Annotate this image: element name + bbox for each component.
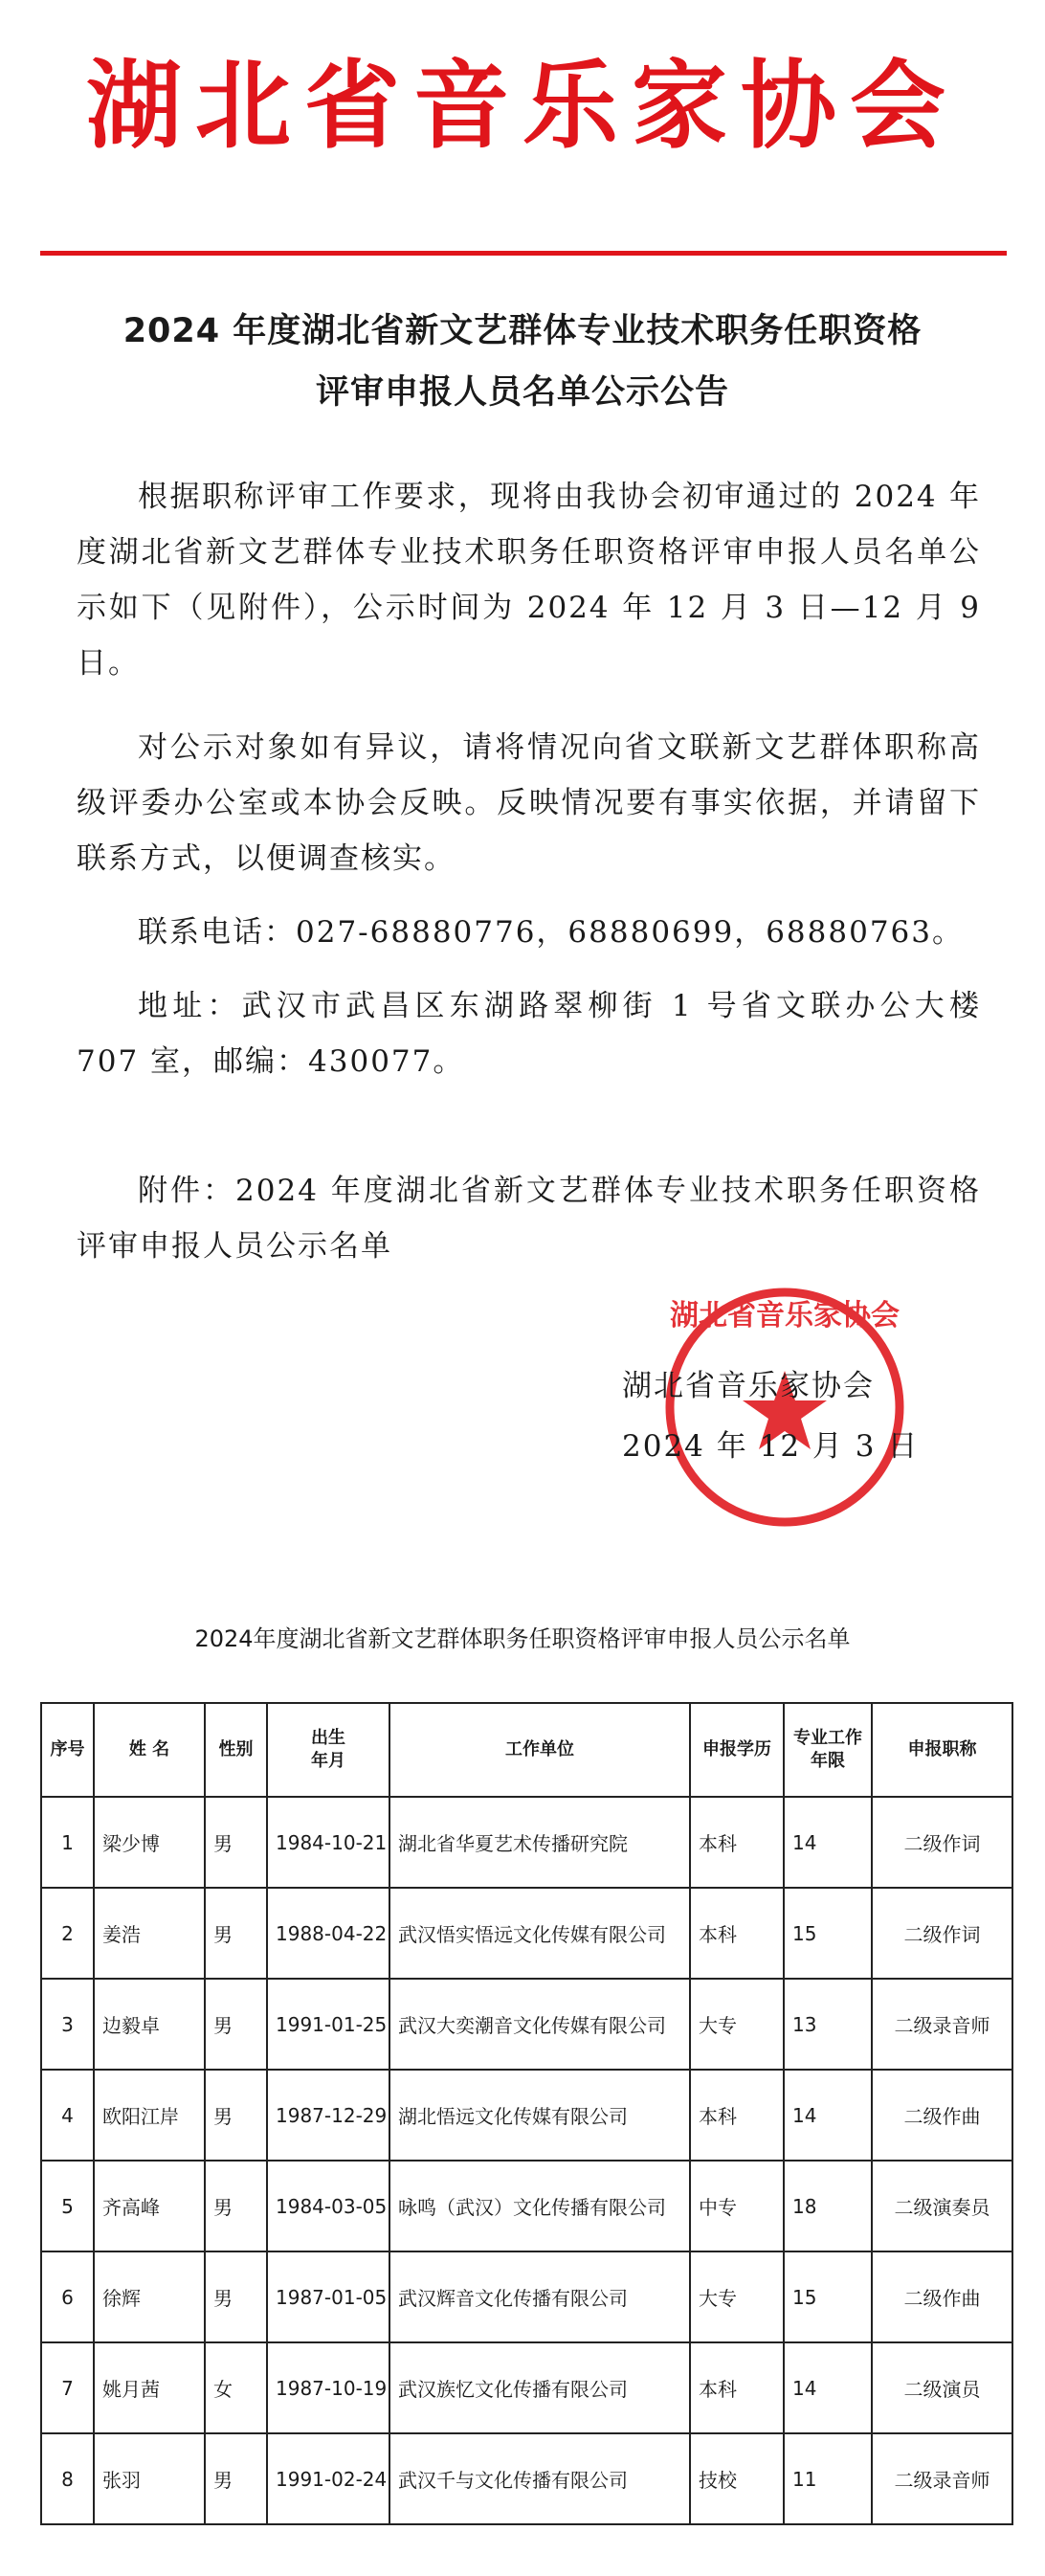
cell-employer: 武汉大奕潮音文化传媒有限公司: [389, 1979, 690, 2070]
table-row: [41, 2161, 1012, 2251]
cell-years: 14: [784, 2342, 872, 2433]
cell-education: 本科: [690, 1797, 784, 1888]
contact-phone: 联系电话：027-68880776，68880699，68880763。: [138, 915, 964, 950]
cell-gender: 男: [205, 2251, 267, 2342]
cell-gender: 男: [205, 2070, 267, 2161]
cell-birth-date: 1987-10-19: [267, 2342, 389, 2433]
cell-birth-date: 1987-01-05: [267, 2251, 389, 2342]
table-row: [41, 2251, 1012, 2342]
cell-name: 张羽: [94, 2433, 205, 2524]
cell-employer: 武汉千与文化传播有限公司: [389, 2433, 690, 2524]
cell-gender: 男: [205, 2161, 267, 2251]
svg-text:湖北省音乐家协会: 湖北省音乐家协会: [670, 1299, 900, 1333]
letterhead-title: 湖北省音乐家协会: [86, 49, 959, 162]
cell-birth-date: 1991-01-25: [267, 1979, 389, 2070]
cell-employer: 咏鸣（武汉）文化传播有限公司: [389, 2161, 690, 2251]
cell-name: 边毅卓: [94, 1979, 205, 2070]
cell-index: 8: [41, 2433, 94, 2524]
cell-title: 二级作曲: [872, 2070, 1012, 2161]
signature-date: 2024 年 12 月 3 日: [622, 1429, 920, 1464]
column-header: 姓 名: [94, 1703, 205, 1797]
applicant-table: [40, 1702, 1013, 2525]
column-header: 工作单位: [389, 1703, 690, 1797]
cell-employer: 武汉辉音文化传播有限公司: [389, 2251, 690, 2342]
cell-index: 2: [41, 1888, 94, 1979]
table-header-row: [41, 1703, 1012, 1797]
cell-title: 二级作词: [872, 1888, 1012, 1979]
cell-index: 6: [41, 2251, 94, 2342]
signature-organization: 湖北省音乐家协会: [622, 1369, 875, 1403]
cell-index: 5: [41, 2161, 94, 2251]
cell-education: 中专: [690, 2161, 784, 2251]
cell-title: 二级演奏员: [872, 2161, 1012, 2251]
cell-index: 3: [41, 1979, 94, 2070]
cell-name: 姜浩: [94, 1888, 205, 1979]
cell-name: 姚月茜: [94, 2342, 205, 2433]
contact-address: 地址：武汉市武昌区东湖路翠柳街 1 号省文联办公大楼 707 室，邮编：430077。: [77, 989, 981, 1079]
cell-years: 11: [784, 2433, 872, 2524]
cell-education: 本科: [690, 1888, 784, 1979]
column-header: 序号: [41, 1703, 94, 1797]
table-row: [41, 1797, 1012, 1888]
column-header: 申报职称: [872, 1703, 1012, 1797]
cell-index: 7: [41, 2342, 94, 2433]
table-row: [41, 2342, 1012, 2433]
cell-index: 4: [41, 2070, 94, 2161]
cell-name: 梁少博: [94, 1797, 205, 1888]
cell-birth-date: 1991-02-24: [267, 2433, 389, 2524]
cell-birth-date: 1988-04-22: [267, 1888, 389, 1979]
cell-employer: 湖北悟远文化传媒有限公司: [389, 2070, 690, 2161]
announcement-title-line2: 评审申报人员名单公示公告: [315, 373, 729, 412]
body-paragraph-2: 对公示对象如有异议，请将情况向省文联新文艺群体职称高级评委办公室或本协会反映。反映情况要有事实依据，并请留下联系方式，以便调查核实。: [77, 730, 981, 876]
column-header: 性别: [205, 1703, 267, 1797]
attachment-note: 附件：2024 年度湖北省新文艺群体专业技术职务任职资格评审申报人员公示名单: [77, 1174, 981, 1264]
cell-years: 18: [784, 2161, 872, 2251]
official-seal-stamp: [660, 1283, 909, 1532]
cell-education: 技校: [690, 2433, 784, 2524]
cell-years: 15: [784, 2251, 872, 2342]
table-row: [41, 1888, 1012, 1979]
letterhead-divider: [40, 251, 1007, 256]
cell-name: 欧阳江岸: [94, 2070, 205, 2161]
cell-gender: 男: [205, 1888, 267, 1979]
cell-gender: 男: [205, 1797, 267, 1888]
cell-name: 齐高峰: [94, 2161, 205, 2251]
cell-birth-date: 1984-10-21: [267, 1797, 389, 1888]
table-row: [41, 2070, 1012, 2161]
cell-education: 大专: [690, 2251, 784, 2342]
table-row: [41, 1979, 1012, 2070]
cell-employer: 武汉族忆文化传播有限公司: [389, 2342, 690, 2433]
cell-gender: 女: [205, 2342, 267, 2433]
table-row: [41, 2433, 1012, 2524]
cell-title: 二级演员: [872, 2342, 1012, 2433]
cell-index: 1: [41, 1797, 94, 1888]
cell-gender: 男: [205, 1979, 267, 2070]
body-paragraph-1: 根据职称评审工作要求，现将由我协会初审通过的 2024 年度湖北省新文艺群体专业技术职务任职资格评审申报人员名单公示如下（见附件），公示时间为 2024 年 12 月 3 日—12 月 9 日。: [77, 480, 981, 681]
cell-title: 二级录音师: [872, 2433, 1012, 2524]
cell-employer: 武汉悟实悟远文化传媒有限公司: [389, 1888, 690, 1979]
cell-years: 15: [784, 1888, 872, 1979]
cell-employer: 湖北省华夏艺术传播研究院: [389, 1797, 690, 1888]
column-header: 出生 年月: [267, 1703, 389, 1797]
cell-birth-date: 1987-12-29: [267, 2070, 389, 2161]
cell-title: 二级录音师: [872, 1979, 1012, 2070]
cell-title: 二级作曲: [872, 2251, 1012, 2342]
cell-years: 13: [784, 1979, 872, 2070]
cell-years: 14: [784, 2070, 872, 2161]
column-header: 专业工作 年限: [784, 1703, 872, 1797]
cell-education: 本科: [690, 2342, 784, 2433]
cell-gender: 男: [205, 2433, 267, 2524]
cell-education: 大专: [690, 1979, 784, 2070]
cell-birth-date: 1984-03-05: [267, 2161, 389, 2251]
applicant-list-title: 2024年度湖北省新文艺群体职务任职资格评审申报人员公示名单: [194, 1625, 851, 1652]
cell-years: 14: [784, 1797, 872, 1888]
announcement-title-line1: 2024 年度湖北省新文艺群体专业技术职务任职资格: [122, 312, 923, 350]
column-header: 申报学历: [690, 1703, 784, 1797]
cell-education: 本科: [690, 2070, 784, 2161]
cell-title: 二级作词: [872, 1797, 1012, 1888]
cell-name: 徐辉: [94, 2251, 205, 2342]
